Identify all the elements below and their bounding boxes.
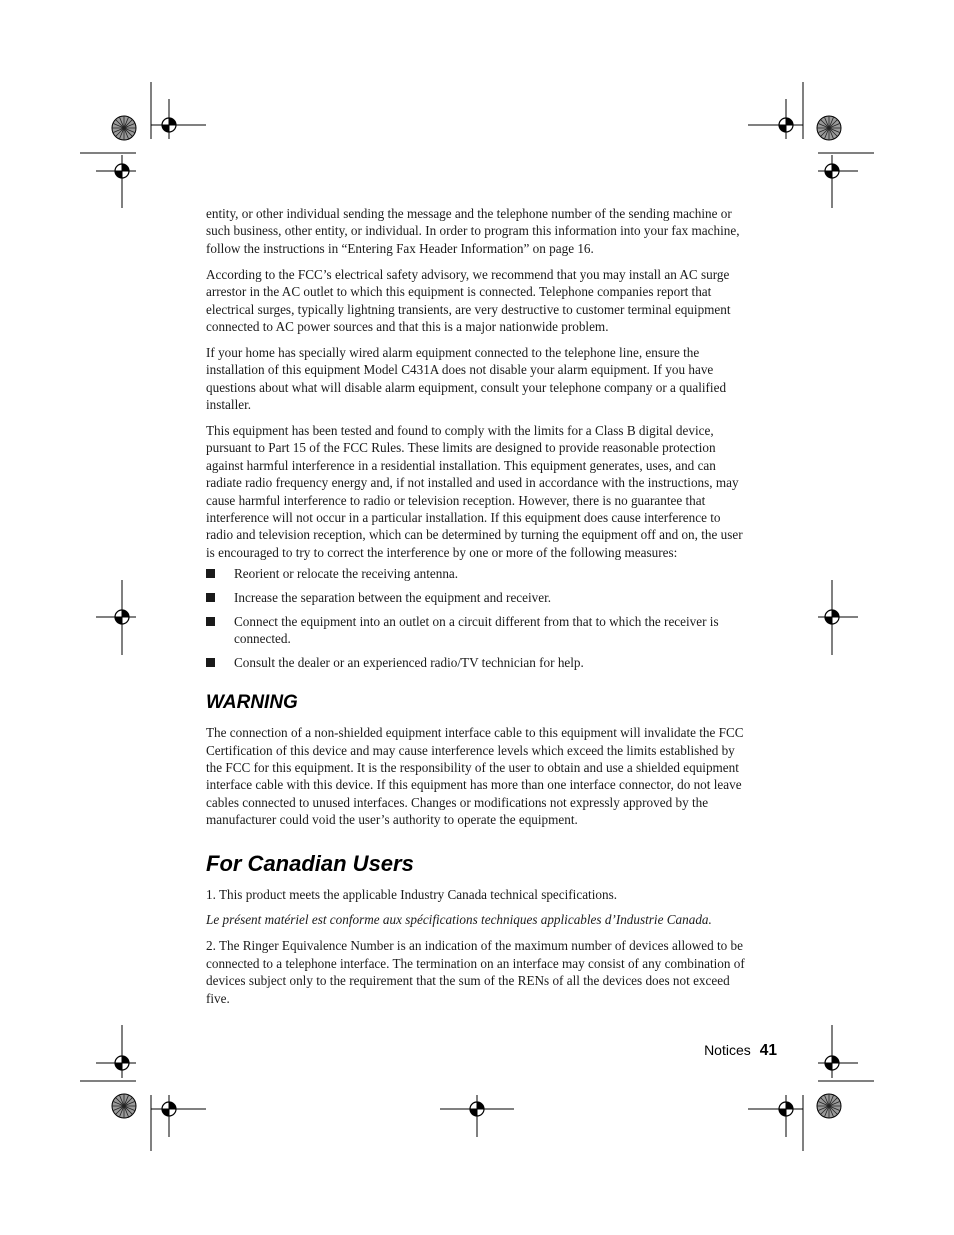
list-item — [206, 565, 748, 582]
paragraph-fax-header: entity, or other individual sending the message and the telephone number of the sending machine or such business, other entity, or individual. In order to program this information into your fax machine, follow the instructions in “Entering Fax Header Information” on page 16. — [206, 206, 740, 256]
list-item — [206, 654, 748, 671]
bullet-square-icon — [206, 617, 215, 626]
list-item-text: Reorient or relocate the receiving antenna. — [234, 566, 459, 582]
list-item — [206, 589, 748, 606]
warning-heading: WARNING — [206, 692, 298, 714]
paragraph-alarm-equipment: If your home has specially wired alarm equipment connected to the telephone line, ensure the installation of this equipment Model C431A does not disable your alarm equipment. If you have questions about what will disable alarm equipment, consult your telephone company or a qualified installer. — [206, 344, 727, 413]
paragraph-class-b-compliance: This equipment has been tested and found to comply with the limits for a Class B digital device, pursuant to Part 15 of the FCC Rules. These limits are designed to provide reasonable protection against harmful interference in a residential installation. This equipment generates, uses, and can radiate radio frequency energy and, if not installed and used in accordance with the instructions, may cause harmful interference to radio or television reception. However, there is no guarantee that interference will not occur in a particular installation. If this equipment does cause interference to radio and television reception, which can be determined by turning the equipment off and on, the user is encouraged to try to correct the interference by one or more of the following measures: — [206, 422, 743, 560]
page-number: 41 — [759, 1042, 777, 1059]
canadian-french-statement: Le présent matériel est conforme aux spécifications techniques applicables d’Industrie Canada. — [206, 912, 712, 928]
page-footer — [704, 1042, 777, 1060]
footer-section-label: Notices — [704, 1042, 751, 1058]
body-text — [206, 205, 748, 1016]
bullet-square-icon — [206, 569, 215, 578]
list-item — [206, 613, 748, 648]
bullet-square-icon — [206, 658, 215, 667]
warning-text: The connection of a non-shielded equipment interface cable to this equipment will invalidate the FCC Certification of this device and may cause interference levels which exceed the limits established by the FCC for this equipment. It is the responsibility of the user to obtain and use a shielded equipment interface cable with this device. If this equipment has more than one interface connector, do not leave cables connected to unused interfaces. Changes or modifications not expressly approved by the manufacturer could void the user’s authority to operate the equipment. — [206, 725, 744, 828]
canadian-users-heading: For Canadian Users — [206, 850, 414, 876]
list-item-text: Consult the dealer or an experienced radio/TV technician for help. — [234, 654, 584, 670]
canadian-item-2: 2. The Ringer Equivalence Number is an indication of the maximum number of devices allowed to be connected to a telephone interface. The termination on an interface may consist of any combination of devices subject only to the requirement that the sum of the RENs of all the devices does not exceed five. — [206, 938, 745, 1006]
paragraph-surge-advisory: According to the FCC’s electrical safety advisory, we recommend that you may install an AC surge arrestor in the AC outlet to which this equipment is connected. Telephone companies report that electrical surges, typically lightning transients, are very destructive to customer terminal equipment connected to AC power sources and that this is a major nationwide problem. — [206, 266, 731, 334]
list-item-text: Connect the equipment into an outlet on a circuit different from that to which the receiver is connected. — [234, 613, 719, 647]
canadian-item-1: 1. This product meets the applicable Industry Canada technical specifications. — [206, 886, 618, 902]
list-item-text: Increase the separation between the equipment and receiver. — [234, 589, 552, 605]
interference-measures-list — [206, 565, 748, 671]
bullet-square-icon — [206, 593, 215, 602]
